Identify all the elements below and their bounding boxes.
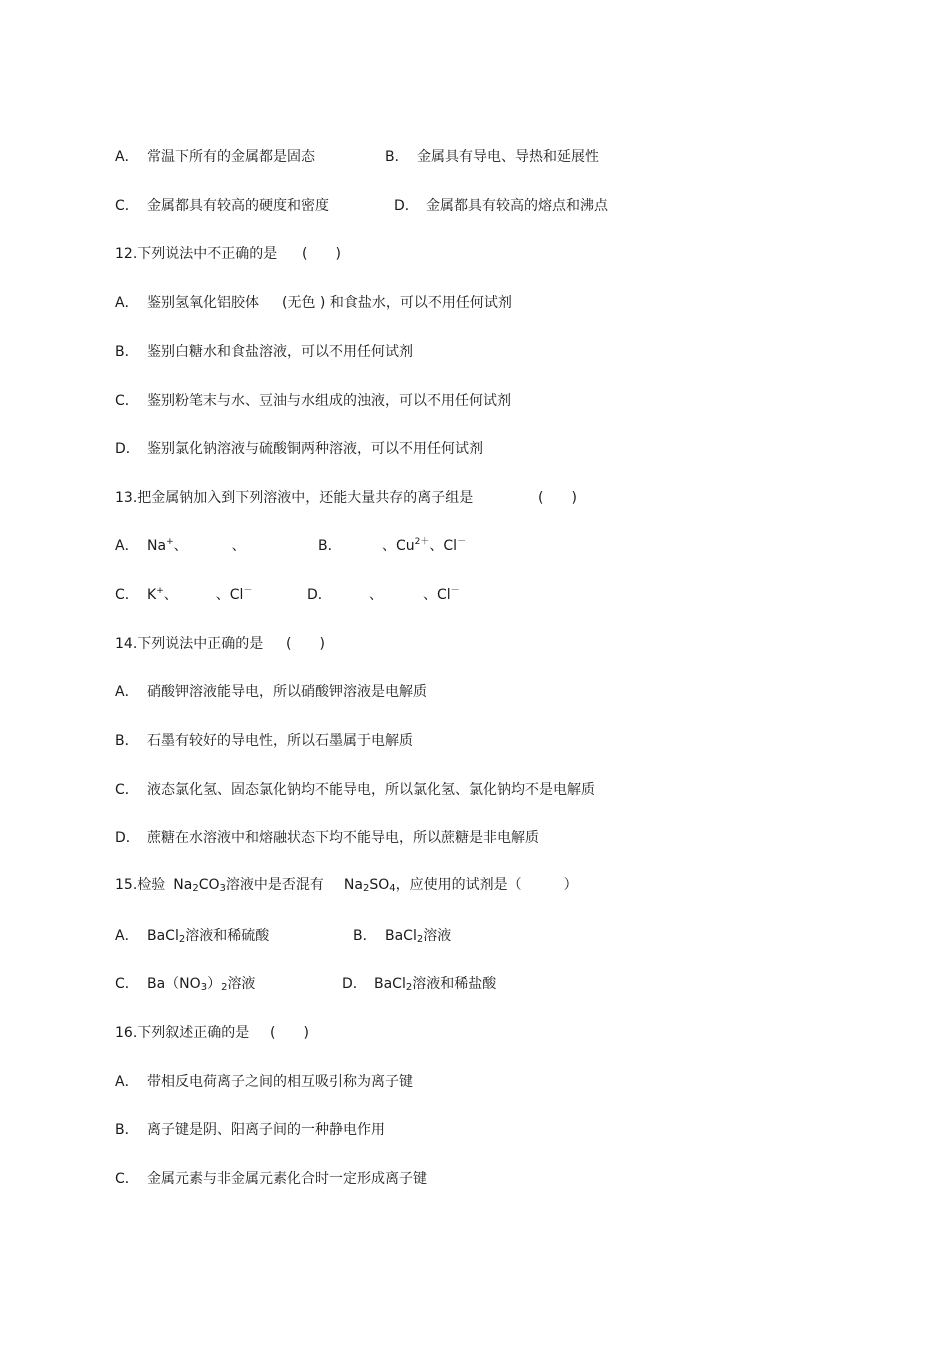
option-text: 溶液和稀盐酸 xyxy=(412,976,497,992)
option-text: 溶液 xyxy=(227,976,256,992)
separator: 、 xyxy=(429,538,444,554)
option-text: 蔗糖在水溶液中和熔融状态下均不能导电，所以蔗糖是非电解质 xyxy=(147,830,539,846)
option-label: B． xyxy=(353,928,377,944)
option-label: A． xyxy=(115,684,139,700)
q11-option-c xyxy=(115,197,329,215)
ion-cu: $Cu^{2+}$ xyxy=(396,537,430,554)
option-text: 鉴别粉笔末与水、豆油与水组成的浊液，可以不用任何试剂 xyxy=(147,393,511,409)
separator: 、 xyxy=(369,587,383,603)
option-label: C． xyxy=(115,1171,139,1187)
option-text: 离子键是阴、阳离子间的一种静电作用 xyxy=(147,1122,385,1138)
separator: 、 xyxy=(231,538,246,554)
ion-cl: Cl－ xyxy=(437,586,460,603)
option-label: C． xyxy=(115,976,139,992)
formula-ba-no3-2: $Ba(NO_3)_2$ xyxy=(147,976,228,993)
q12-option-d xyxy=(115,440,483,458)
option-label: D． xyxy=(394,198,419,214)
option-label: C． xyxy=(115,393,139,409)
separator: 、 xyxy=(163,587,178,603)
option-text: 金属具有导电、导热和延展性 xyxy=(417,149,599,165)
option-label: A． xyxy=(115,928,139,944)
formula-bacl2: BaCl$_2$ xyxy=(374,976,413,993)
q12-stem xyxy=(115,245,277,263)
option-text: 常温下所有的金属都是固态 xyxy=(147,149,315,165)
q16-answer-paren: ( ) xyxy=(270,1025,309,1041)
q13-option-c xyxy=(115,586,252,604)
q15-option-a xyxy=(115,927,269,945)
q15-option-b xyxy=(353,927,451,945)
question-text: 12.下列说法中不正确的是 xyxy=(115,246,278,262)
formula-bacl2: BaCl$_2$ xyxy=(385,928,424,945)
option-label: D． xyxy=(342,976,367,992)
option-text: 鉴别氯化钠溶液与硫酸铜两种溶液，可以不用任何试剂 xyxy=(147,441,483,457)
question-text: 15.检验 xyxy=(115,877,166,893)
formula-na2co3: $Na_2CO_3$ xyxy=(173,877,226,894)
q14-option-d xyxy=(115,829,539,847)
q12-option-b xyxy=(115,343,413,361)
q12-option-a xyxy=(115,294,259,312)
q16-option-a xyxy=(115,1073,413,1091)
separator: 、 xyxy=(423,587,437,603)
option-label: A． xyxy=(115,149,139,165)
q11-option-d xyxy=(394,197,608,215)
option-label: B． xyxy=(318,538,342,554)
q12-answer-paren: ( ) xyxy=(302,246,341,262)
option-label: A． xyxy=(115,295,139,311)
option-label: B． xyxy=(385,149,409,165)
q12-option-a-cont: (无色 ) 和食盐水，可以不用任何试剂 xyxy=(282,295,512,311)
option-label: C． xyxy=(115,198,139,214)
formula-bacl2: BaCl$_2$ xyxy=(147,928,186,945)
separator: 、 xyxy=(173,538,188,554)
option-text: 硝酸钾溶液能导电，所以硝酸钾溶液是电解质 xyxy=(147,684,427,700)
question-text: 溶液中是否混有 xyxy=(225,877,324,893)
q15-stem xyxy=(115,876,578,894)
ion-na: Na+ xyxy=(147,537,174,554)
q16-option-b xyxy=(115,1121,385,1139)
option-text: 鉴别白糖水和食盐溶液，可以不用任何试剂 xyxy=(147,344,413,360)
option-text: 液态氯化氢、固态氯化钠均不能导电，所以氯化氢、氯化钠均不是电解质 xyxy=(147,782,595,798)
q14-option-a xyxy=(115,683,427,701)
option-text: 金属都具有较高的硬度和密度 xyxy=(147,198,329,214)
option-label: B． xyxy=(115,1122,139,1138)
option-label: D． xyxy=(115,830,140,846)
q16-option-c xyxy=(115,1170,427,1188)
option-label: D． xyxy=(307,587,332,603)
q16-stem: 16.下列叙述正确的是 xyxy=(115,1025,250,1041)
q13-answer-paren: ( ) xyxy=(538,490,577,506)
option-text: 带相反电荷离子之间的相互吸引称为离子键 xyxy=(147,1074,413,1090)
option-label: A． xyxy=(115,1074,139,1090)
separator: 、 xyxy=(215,587,230,603)
q13-option-a xyxy=(115,537,246,555)
option-text: 石墨有较好的导电性，所以石墨属于电解质 xyxy=(147,733,413,749)
option-text: 溶液和稀硫酸 xyxy=(185,928,270,944)
q11-option-b xyxy=(385,148,599,166)
q13-option-d xyxy=(307,586,460,604)
separator: 、 xyxy=(382,538,396,554)
q15-option-d xyxy=(342,975,496,993)
q14-option-c xyxy=(115,781,595,799)
ion-k: K+ xyxy=(147,586,164,603)
option-label: C． xyxy=(115,587,139,603)
option-text: 金属元素与非金属元素化合时一定形成离子键 xyxy=(147,1171,427,1187)
q14-stem: 14.下列说法中正确的是 xyxy=(115,636,264,652)
q13-option-b xyxy=(318,537,466,555)
question-text: ，应使用的试剂是（ ） xyxy=(395,877,578,893)
q11-option-a xyxy=(115,148,315,166)
q15-option-c xyxy=(115,975,255,993)
ion-cl: Cl－ xyxy=(443,537,467,554)
option-label: B． xyxy=(115,733,139,749)
ion-cl: Cl－ xyxy=(229,586,253,603)
option-label: C． xyxy=(115,782,139,798)
option-text: 溶液 xyxy=(423,928,452,944)
option-label: A． xyxy=(115,538,139,554)
q13-stem: 13.把金属钠加入到下列溶液中，还能大量共存的离子组是 xyxy=(115,490,474,506)
option-text: 金属都具有较高的熔点和沸点 xyxy=(426,198,608,214)
formula-na2so4: $Na_2SO_4$ xyxy=(343,877,396,894)
option-label: B． xyxy=(115,344,139,360)
q14-option-b xyxy=(115,732,413,750)
option-label: D． xyxy=(115,441,140,457)
q14-answer-paren: ( ) xyxy=(286,636,325,652)
q12-option-c xyxy=(115,392,511,410)
option-text: 鉴别氢氧化铝胶体 xyxy=(147,295,259,311)
